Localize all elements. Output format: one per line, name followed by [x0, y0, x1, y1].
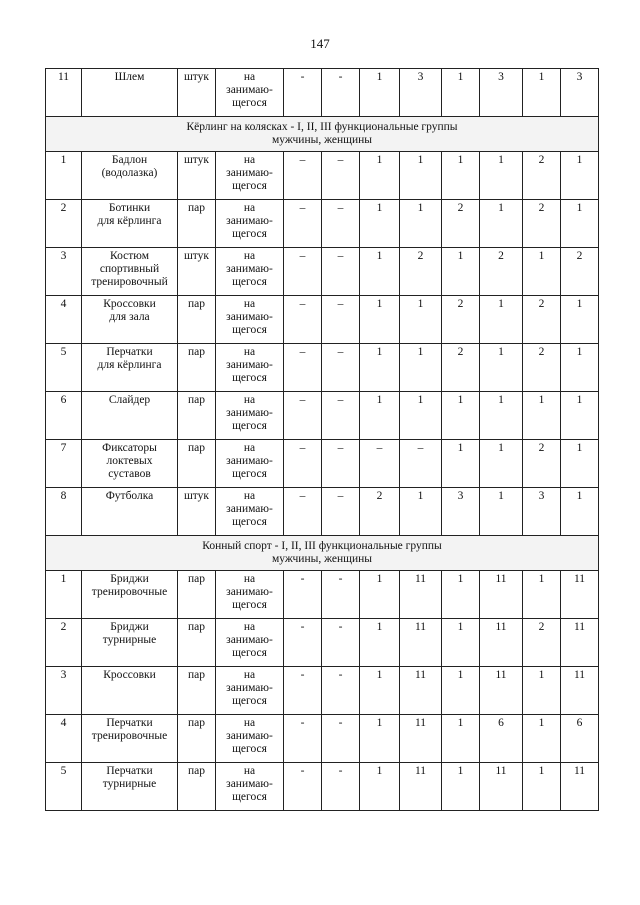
row-number-cell: 1 [46, 571, 82, 619]
qty-cell-8: 1 [561, 200, 599, 248]
qty-cell-5: 2 [442, 344, 480, 392]
table-row [46, 571, 599, 619]
qty-cell-2: – [322, 296, 360, 344]
qty-cell-4: 1 [400, 200, 442, 248]
period-cell: на занимаю- щегося [216, 619, 284, 667]
qty-cell-7: 1 [523, 392, 561, 440]
row-number-cell: 3 [46, 667, 82, 715]
qty-cell-6: 11 [480, 667, 523, 715]
period-cell: на занимаю- щегося [216, 392, 284, 440]
unit-cell: штук [178, 69, 216, 117]
qty-cell-7: 2 [523, 344, 561, 392]
qty-cell-6: 1 [480, 440, 523, 488]
qty-cell-8: 11 [561, 571, 599, 619]
qty-cell-5: 1 [442, 763, 480, 811]
qty-cell-1: – [284, 440, 322, 488]
table-row [46, 715, 599, 763]
row-number-cell: 3 [46, 248, 82, 296]
qty-cell-1: - [284, 619, 322, 667]
table-row [46, 392, 599, 440]
qty-cell-7: 2 [523, 619, 561, 667]
item-name-cell: Костюм спортивный тренировочный [82, 248, 178, 296]
qty-cell-3: 1 [360, 715, 400, 763]
qty-cell-8: 1 [561, 296, 599, 344]
qty-cell-8: 11 [561, 667, 599, 715]
qty-cell-3: 1 [360, 667, 400, 715]
qty-cell-3: 1 [360, 344, 400, 392]
row-number-cell: 1 [46, 152, 82, 200]
qty-cell-2: – [322, 392, 360, 440]
item-name-cell: Шлем [82, 69, 178, 117]
qty-cell-3: 2 [360, 488, 400, 536]
qty-cell-6: 11 [480, 763, 523, 811]
row-number-cell: 2 [46, 200, 82, 248]
row-number-cell: 8 [46, 488, 82, 536]
qty-cell-1: – [284, 392, 322, 440]
qty-cell-5: 1 [442, 392, 480, 440]
qty-cell-6: 1 [480, 200, 523, 248]
qty-cell-2: - [322, 571, 360, 619]
table-row [46, 440, 599, 488]
item-name-cell: Ботинки для кёрлинга [82, 200, 178, 248]
item-name-cell: Перчатки тренировочные [82, 715, 178, 763]
table-row [46, 152, 599, 200]
qty-cell-6: 11 [480, 571, 523, 619]
qty-cell-7: 1 [523, 571, 561, 619]
item-name-cell: Бадлон (водолазка) [82, 152, 178, 200]
period-cell: на занимаю- щегося [216, 296, 284, 344]
table-row [46, 763, 599, 811]
qty-cell-3: 1 [360, 763, 400, 811]
period-cell: на занимаю- щегося [216, 571, 284, 619]
qty-cell-5: 1 [442, 715, 480, 763]
qty-cell-4: 2 [400, 248, 442, 296]
qty-cell-1: – [284, 152, 322, 200]
qty-cell-3: 1 [360, 248, 400, 296]
item-name-cell: Фиксаторы локтевых суставов [82, 440, 178, 488]
row-number-cell: 2 [46, 619, 82, 667]
qty-cell-4: 1 [400, 344, 442, 392]
unit-cell: пар [178, 619, 216, 667]
qty-cell-1: - [284, 763, 322, 811]
qty-cell-5: 1 [442, 571, 480, 619]
period-cell: на занимаю- щегося [216, 440, 284, 488]
item-name-cell: Бриджи турнирные [82, 619, 178, 667]
qty-cell-4: – [400, 440, 442, 488]
table-row [46, 344, 599, 392]
qty-cell-4: 1 [400, 152, 442, 200]
unit-cell: пар [178, 763, 216, 811]
qty-cell-7: 2 [523, 152, 561, 200]
period-cell: на занимаю- щегося [216, 69, 284, 117]
qty-cell-8: 1 [561, 152, 599, 200]
qty-cell-6: 11 [480, 619, 523, 667]
table-row [46, 248, 599, 296]
qty-cell-4: 11 [400, 715, 442, 763]
qty-cell-3: 1 [360, 200, 400, 248]
qty-cell-2: – [322, 152, 360, 200]
qty-cell-2: – [322, 248, 360, 296]
equipment-table [45, 68, 599, 811]
qty-cell-2: - [322, 667, 360, 715]
qty-cell-8: 1 [561, 392, 599, 440]
item-name-cell: Кроссовки для зала [82, 296, 178, 344]
item-name-cell: Перчатки турнирные [82, 763, 178, 811]
unit-cell: пар [178, 200, 216, 248]
item-name-cell: Кроссовки [82, 667, 178, 715]
section-header-row [46, 536, 599, 571]
section-title: Конный спорт - I, II, III функциональные группы мужчины, женщины [46, 536, 599, 571]
qty-cell-6: 1 [480, 344, 523, 392]
qty-cell-8: 11 [561, 763, 599, 811]
period-cell: на занимаю- щегося [216, 248, 284, 296]
unit-cell: пар [178, 344, 216, 392]
row-number-cell: 4 [46, 715, 82, 763]
qty-cell-3: 1 [360, 152, 400, 200]
qty-cell-7: 2 [523, 200, 561, 248]
qty-cell-1: - [284, 667, 322, 715]
qty-cell-6: 2 [480, 248, 523, 296]
period-cell: на занимаю- щегося [216, 152, 284, 200]
qty-cell-5: 3 [442, 488, 480, 536]
period-cell: на занимаю- щегося [216, 488, 284, 536]
qty-cell-8: 2 [561, 248, 599, 296]
unit-cell: пар [178, 715, 216, 763]
qty-cell-3: 1 [360, 392, 400, 440]
unit-cell: штук [178, 488, 216, 536]
row-number-cell: 6 [46, 392, 82, 440]
unit-cell: пар [178, 667, 216, 715]
qty-cell-6: 6 [480, 715, 523, 763]
table-row [46, 619, 599, 667]
qty-cell-5: 1 [442, 440, 480, 488]
qty-cell-2: – [322, 440, 360, 488]
section-header-row [46, 117, 599, 152]
qty-cell-4: 11 [400, 763, 442, 811]
qty-cell-2: - [322, 69, 360, 117]
period-cell: на занимаю- щегося [216, 763, 284, 811]
qty-cell-6: 1 [480, 152, 523, 200]
qty-cell-3: 1 [360, 619, 400, 667]
qty-cell-7: 1 [523, 667, 561, 715]
section-title: Кёрлинг на колясках - I, II, III функциональные группы мужчины, женщины [46, 117, 599, 152]
item-name-cell: Перчатки для кёрлинга [82, 344, 178, 392]
qty-cell-4: 3 [400, 69, 442, 117]
qty-cell-6: 3 [480, 69, 523, 117]
qty-cell-3: – [360, 440, 400, 488]
page-number: 147 [310, 36, 330, 51]
qty-cell-5: 1 [442, 667, 480, 715]
qty-cell-6: 1 [480, 296, 523, 344]
qty-cell-3: 1 [360, 69, 400, 117]
qty-cell-5: 1 [442, 152, 480, 200]
period-cell: на занимаю- щегося [216, 344, 284, 392]
qty-cell-1: – [284, 488, 322, 536]
item-name-cell: Футболка [82, 488, 178, 536]
period-cell: на занимаю- щегося [216, 667, 284, 715]
qty-cell-7: 1 [523, 248, 561, 296]
unit-cell: пар [178, 571, 216, 619]
qty-cell-4: 11 [400, 571, 442, 619]
row-number-cell: 11 [46, 69, 82, 117]
unit-cell: штук [178, 152, 216, 200]
qty-cell-5: 2 [442, 200, 480, 248]
qty-cell-7: 2 [523, 440, 561, 488]
qty-cell-5: 1 [442, 248, 480, 296]
qty-cell-1: - [284, 69, 322, 117]
unit-cell: штук [178, 248, 216, 296]
qty-cell-6: 1 [480, 392, 523, 440]
table-row [46, 296, 599, 344]
row-number-cell: 5 [46, 763, 82, 811]
qty-cell-2: - [322, 715, 360, 763]
qty-cell-1: – [284, 344, 322, 392]
qty-cell-1: – [284, 248, 322, 296]
qty-cell-7: 2 [523, 296, 561, 344]
qty-cell-7: 1 [523, 715, 561, 763]
qty-cell-4: 11 [400, 667, 442, 715]
table-row [46, 200, 599, 248]
table-body [46, 69, 599, 811]
qty-cell-8: 1 [561, 440, 599, 488]
qty-cell-6: 1 [480, 488, 523, 536]
row-number-cell: 4 [46, 296, 82, 344]
qty-cell-7: 3 [523, 488, 561, 536]
item-name-cell: Бриджи тренировочные [82, 571, 178, 619]
qty-cell-1: - [284, 715, 322, 763]
qty-cell-3: 1 [360, 571, 400, 619]
qty-cell-2: – [322, 488, 360, 536]
qty-cell-2: - [322, 619, 360, 667]
unit-cell: пар [178, 392, 216, 440]
unit-cell: пар [178, 440, 216, 488]
qty-cell-5: 2 [442, 296, 480, 344]
qty-cell-4: 1 [400, 488, 442, 536]
qty-cell-7: 1 [523, 69, 561, 117]
qty-cell-2: – [322, 344, 360, 392]
qty-cell-8: 6 [561, 715, 599, 763]
qty-cell-1: – [284, 200, 322, 248]
qty-cell-5: 1 [442, 69, 480, 117]
qty-cell-1: – [284, 296, 322, 344]
period-cell: на занимаю- щегося [216, 715, 284, 763]
qty-cell-1: - [284, 571, 322, 619]
qty-cell-2: - [322, 763, 360, 811]
qty-cell-8: 11 [561, 619, 599, 667]
qty-cell-8: 1 [561, 488, 599, 536]
item-name-cell: Слайдер [82, 392, 178, 440]
row-number-cell: 5 [46, 344, 82, 392]
table-row [46, 69, 599, 117]
table-row [46, 488, 599, 536]
qty-cell-2: – [322, 200, 360, 248]
period-cell: на занимаю- щегося [216, 200, 284, 248]
qty-cell-8: 1 [561, 344, 599, 392]
qty-cell-8: 3 [561, 69, 599, 117]
row-number-cell: 7 [46, 440, 82, 488]
qty-cell-3: 1 [360, 296, 400, 344]
qty-cell-4: 1 [400, 296, 442, 344]
qty-cell-5: 1 [442, 619, 480, 667]
qty-cell-4: 11 [400, 619, 442, 667]
qty-cell-4: 1 [400, 392, 442, 440]
qty-cell-7: 1 [523, 763, 561, 811]
table-row [46, 667, 599, 715]
unit-cell: пар [178, 296, 216, 344]
